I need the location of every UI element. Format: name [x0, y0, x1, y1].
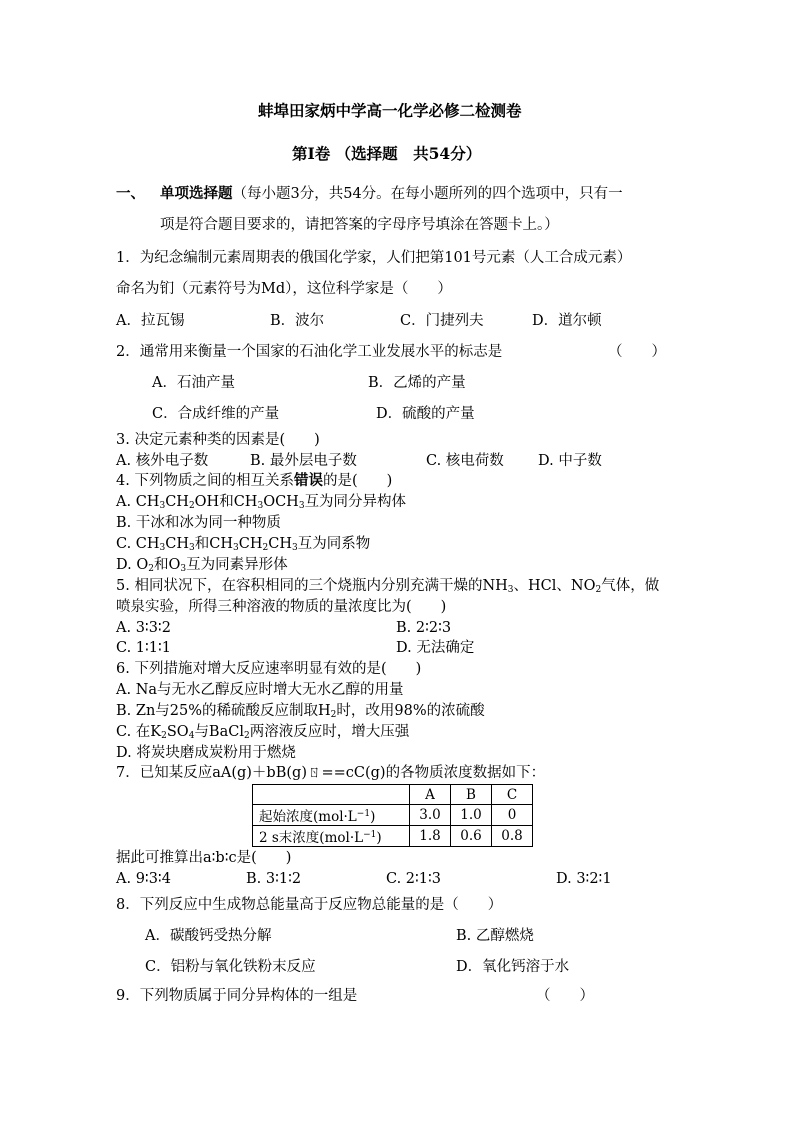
row-label-initial: 起始浓度$(mol\cdot L^{-1})$	[253, 805, 410, 826]
table-row: 起始浓度$(mol\cdot L^{-1})$ 3.0 1.0 0	[253, 805, 533, 826]
q5-option-a: A. 3∶3∶2	[116, 620, 171, 636]
q6-option-d: D. 将炭块磨成炭粉用于燃烧	[116, 745, 296, 761]
q6-stem: 6. 下列措施对增大反应速率明显有效的是( )	[116, 661, 422, 677]
q3-option-d: D. 中子数	[538, 453, 602, 469]
part1-desc-line2: 项是符合题目要求的，请把答案的字母序号填涂在答题卡上。）	[160, 217, 559, 233]
q7-option-b: B. 3∶1∶2	[246, 871, 302, 887]
q4-emphasis: 错误	[293, 472, 323, 489]
q9-stem: 9．下列物质属于同分异构体的一组是	[116, 988, 358, 1004]
q3-stem: 3. 决定元素种类的因素是( )	[116, 432, 320, 448]
q8-option-b: B. 乙醇燃烧	[456, 928, 534, 944]
q8-stem: 8．下列反应中生成物总能量高于反应物总能量的是（ ）	[116, 897, 503, 913]
q4-stem: 4. 下列物质之间的相互关系错误的是( )	[116, 472, 393, 489]
q5-option-c: C. 1∶1∶1	[116, 640, 172, 656]
q1-option-a: A．拉瓦锡	[116, 313, 185, 329]
q4-option-d: D. $O_2$和$O_3$互为同素异形体	[116, 557, 288, 574]
part1-number: 一、	[116, 185, 145, 202]
q1-stem-line1: 1．为纪念编制元素周期表的俄国化学家，人们把第101号元素（人工合成元素）	[116, 250, 632, 266]
q3-option-b: B. 最外层电子数	[250, 453, 357, 469]
q6-option-a: A. Na与无水乙醇反应时增大无水乙醇的用量	[116, 682, 404, 698]
part1-desc-line1	[160, 184, 623, 204]
table-header-a: A	[410, 785, 451, 805]
table-row: 2 s末浓度$(mol\cdot L^{-1})$ 1.8 0.6 0.8	[253, 826, 533, 847]
q7-after: 据此可推算出a∶b∶c是( )	[116, 850, 292, 866]
q1-option-b: B．波尔	[270, 313, 325, 329]
q8-option-d: D．氧化钙溶于水	[456, 959, 570, 975]
q5-stem-line1: 5. 相同状况下，在容积相同的三个烧瓶内分别充满干燥的$NH_3$、HCl、$NO_2$气体，做	[116, 578, 660, 595]
table-header-b: B	[451, 785, 492, 805]
q2-option-b: B．乙烯的产量	[368, 375, 466, 391]
q3-option-c: C. 核电荷数	[426, 453, 504, 469]
q3-option-a: A. 核外电子数	[116, 453, 209, 469]
q7-option-a: A. 9∶3∶4	[116, 871, 171, 887]
q7-option-c: C. 2∶1∶3	[386, 871, 442, 887]
q2-option-a: A．石油产量	[152, 375, 235, 391]
q4-option-c: C. $CH_3CH_3$和$CH_3CH_2CH_3$互为同系物	[116, 536, 371, 553]
q7-stem: 7．已知某反应aA(g)＋bB(g)ㄖ==cC(g)的各物质浓度数据如下：	[116, 765, 546, 781]
part1-desc1: （每小题3分，共54分。在每小题所列的四个选项中，只有一	[232, 186, 623, 202]
q1-option-c: C．门捷列夫	[400, 313, 484, 329]
section-title: 第Ⅰ卷 （选择题 共54分）	[292, 144, 482, 163]
table-header-c: C	[492, 785, 533, 805]
q2-option-c: C．合成纤维的产量	[152, 406, 280, 422]
row-label-2s: 2 s末浓度$(mol\cdot L^{-1})$	[253, 826, 410, 847]
q2-stem: 2．通常用来衡量一个国家的石油化学工业发展水平的标志是	[116, 344, 503, 360]
q4-option-b: B. 干冰和冰为同一种物质	[116, 515, 281, 531]
q6-option-c: C. 在$K_2SO_4$与BaCl$_2$两溶液反应时，增大压强	[116, 724, 410, 741]
q8-option-a: A．碳酸钙受热分解	[145, 928, 272, 944]
q8-option-c: C．铝粉与氧化铁粉末反应	[145, 959, 316, 975]
part1-heading: 单项选择题	[160, 185, 233, 202]
q9-paren: （ ）	[536, 988, 594, 1004]
q5-option-b: B. 2∶2∶3	[396, 620, 452, 636]
q1-stem-line2: 命名为钔（元素符号为Md），这位科学家是（ ）	[116, 281, 452, 297]
q1-option-d: D．道尔顿	[532, 313, 602, 329]
q6-option-b: B. Zn与25%的稀硫酸反应制取$H_2$时，改用98%的浓硫酸	[116, 703, 485, 720]
q5-stem-line2: 喷泉实验，所得三种溶液的物质的量浓度比为( )	[116, 599, 447, 615]
concentration-table	[252, 784, 533, 847]
q5-option-d: D. 无法确定	[396, 640, 475, 656]
q2-option-d: D．硫酸的产量	[376, 406, 475, 422]
exam-title: 蚌埠田家炳中学高一化学必修二检测卷	[258, 101, 522, 120]
q2-paren: （ ）	[608, 344, 666, 360]
q7-option-d: D. 3∶2∶1	[556, 871, 612, 887]
q4-option-a: A. $CH_3CH_2OH$和$CH_3OCH_3$互为同分异构体	[116, 494, 407, 511]
table-header-row	[253, 785, 533, 805]
